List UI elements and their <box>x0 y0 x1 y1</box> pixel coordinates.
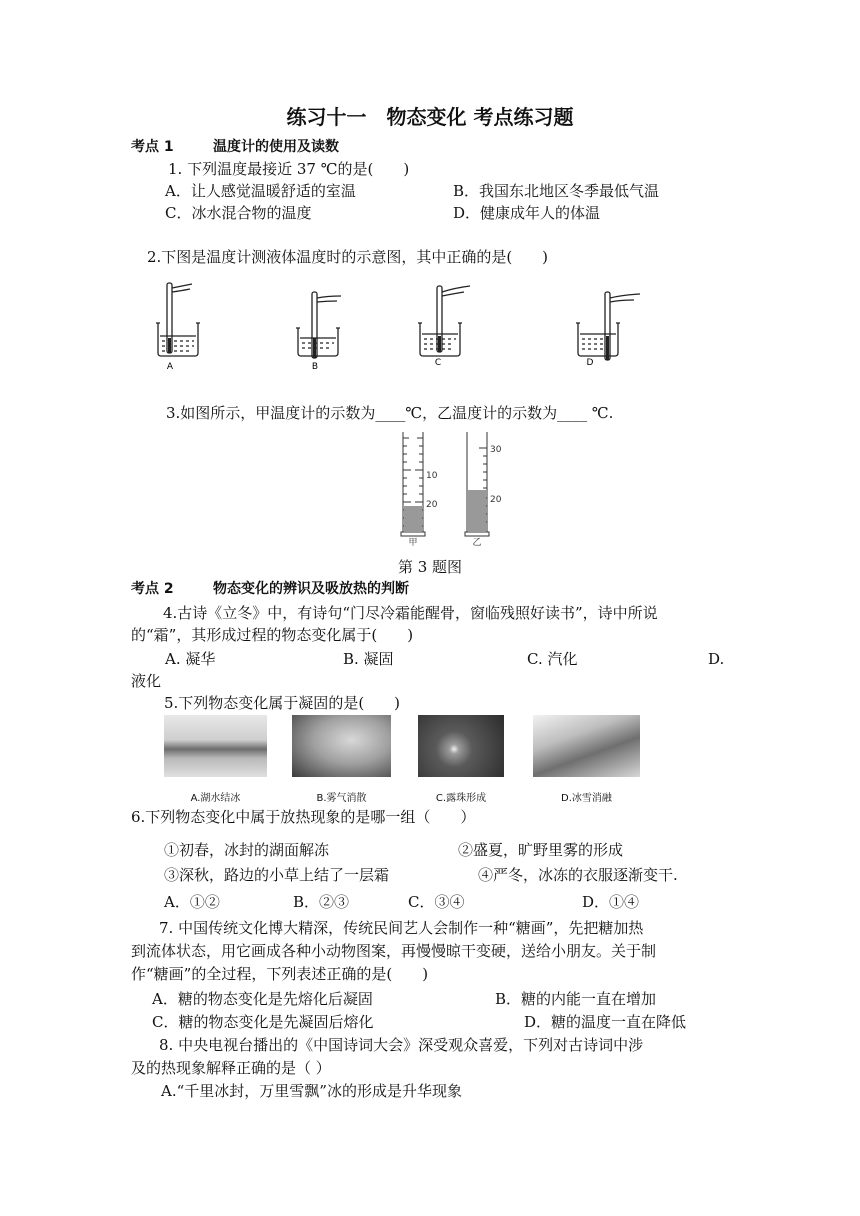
q6-statement-1: ①初春，冰封的湖面解冻 <box>164 841 330 859</box>
q3-yi-tick-20: 20 <box>490 495 502 505</box>
q4-option-d: D. <box>708 650 725 668</box>
photo-dew <box>418 715 504 777</box>
section-2-label: 考点 2 <box>131 581 174 597</box>
q3-jia-tick-20: 20 <box>426 500 438 510</box>
q6-option-d: D．①④ <box>582 893 640 911</box>
photo-fog <box>292 715 391 777</box>
section-1-name: 温度计的使用及读数 <box>213 139 339 155</box>
q6-statement-2: ②盛夏，旷野里雾的形成 <box>458 841 624 859</box>
q3-jia-label: 甲 <box>408 538 418 546</box>
q8-line2: 及的热现象解释正确的是（ ） <box>131 1059 331 1077</box>
q2-label-a: A <box>166 362 174 372</box>
q8-option-a: A.“千里冰封，万里雪飘”冰的形成是升华现象 <box>161 1082 462 1100</box>
q6-stem: 6.下列物态变化中属于放热现象的是哪一组（ ） <box>131 808 476 826</box>
q7-line3: 作“糖画”的全过程，下列表述正确的是( ) <box>131 965 429 983</box>
q2-label-d: D <box>586 358 594 368</box>
q4-option-b: B. 凝固 <box>343 650 394 668</box>
q3-caption: 第 3 题图 <box>397 558 463 576</box>
q1-stem: 1. 下列温度最接近 37 ℃的是( ) <box>168 160 410 178</box>
q4-option-a: A. 凝华 <box>165 650 216 668</box>
q7-line1: 7. 中国传统文化博大精深，传统民间艺人会制作一种“糖画”，先把糖加热 <box>159 919 644 937</box>
q7-option-b: B．糖的内能一直在增加 <box>495 990 657 1008</box>
q2-figure <box>150 278 650 373</box>
q5-caption-b: B.雾气消散 <box>316 793 367 804</box>
q2-stem: 2.下图是温度计测液体温度时的示意图，其中正确的是( ) <box>147 248 549 266</box>
q1-option-c: C．冰水混合物的温度 <box>165 204 312 222</box>
q1-option-a: A．让人感觉温暖舒适的室温 <box>165 182 356 200</box>
section-2-name: 物态变化的辨识及吸放热的判断 <box>213 581 409 597</box>
q7-option-a: A．糖的物态变化是先熔化后凝固 <box>152 990 373 1008</box>
q7-option-d: D．糖的温度一直在降低 <box>524 1013 687 1031</box>
q3-jia-tick-10: 10 <box>426 471 438 481</box>
q2-label-b: B <box>311 362 319 372</box>
photo-snow-melt <box>533 715 640 777</box>
q7-line2: 到流体状态，用它画成各种小动物图案，再慢慢晾干变硬，送给小朋友。关于制 <box>131 942 657 960</box>
q6-statement-3: ③深秋，路边的小草上结了一层霜 <box>164 866 390 884</box>
q1-option-b: B．我国东北地区冬季最低气温 <box>453 182 660 200</box>
q5-caption-d: D.冰雪消融 <box>561 793 612 804</box>
q3-stem: 3.如图所示，甲温度计的示数为____℃，乙温度计的示数为____ ℃. <box>166 404 614 422</box>
q5-caption-a: A.湖水结冰 <box>190 793 241 804</box>
q6-option-c: C．③④ <box>408 893 465 911</box>
q6-option-b: B．②③ <box>293 893 350 911</box>
q5-caption-c: C.露珠形成 <box>435 793 487 804</box>
q8-line1: 8. 中央电视台播出的《中国诗词大会》深受观众喜爱，下列对古诗词中涉 <box>159 1036 644 1054</box>
q3-yi-label: 乙 <box>472 538 482 546</box>
section-1-label: 考点 1 <box>131 139 174 155</box>
q4-stem-line2: 的“霜”，其形成过程的物态变化属于( ) <box>131 626 414 644</box>
q5-stem: 5.下列物态变化属于凝固的是( ) <box>164 694 401 712</box>
q6-option-a: A．①② <box>164 893 220 911</box>
q7-option-c: C．糖的物态变化是先凝固后熔化 <box>152 1013 374 1031</box>
q4-option-c: C. 汽化 <box>527 650 578 668</box>
q3-yi-tick-30: 30 <box>490 445 502 455</box>
page-title: 练习十一 物态变化 考点练习题 <box>286 105 574 129</box>
q6-statement-4: ④严冬，冰冻的衣服逐渐变干. <box>478 866 678 884</box>
q3-figure <box>385 428 525 546</box>
photo-lake-ice <box>164 715 267 777</box>
q1-option-d: D．健康成年人的体温 <box>453 204 601 222</box>
q4-option-d-text: 液化 <box>131 672 162 690</box>
q2-label-c: C <box>434 358 442 368</box>
q4-stem-line1: 4.古诗《立冬》中，有诗句“门尽冷霜能醒骨，窗临残照好读书”，诗中所说 <box>163 604 658 622</box>
